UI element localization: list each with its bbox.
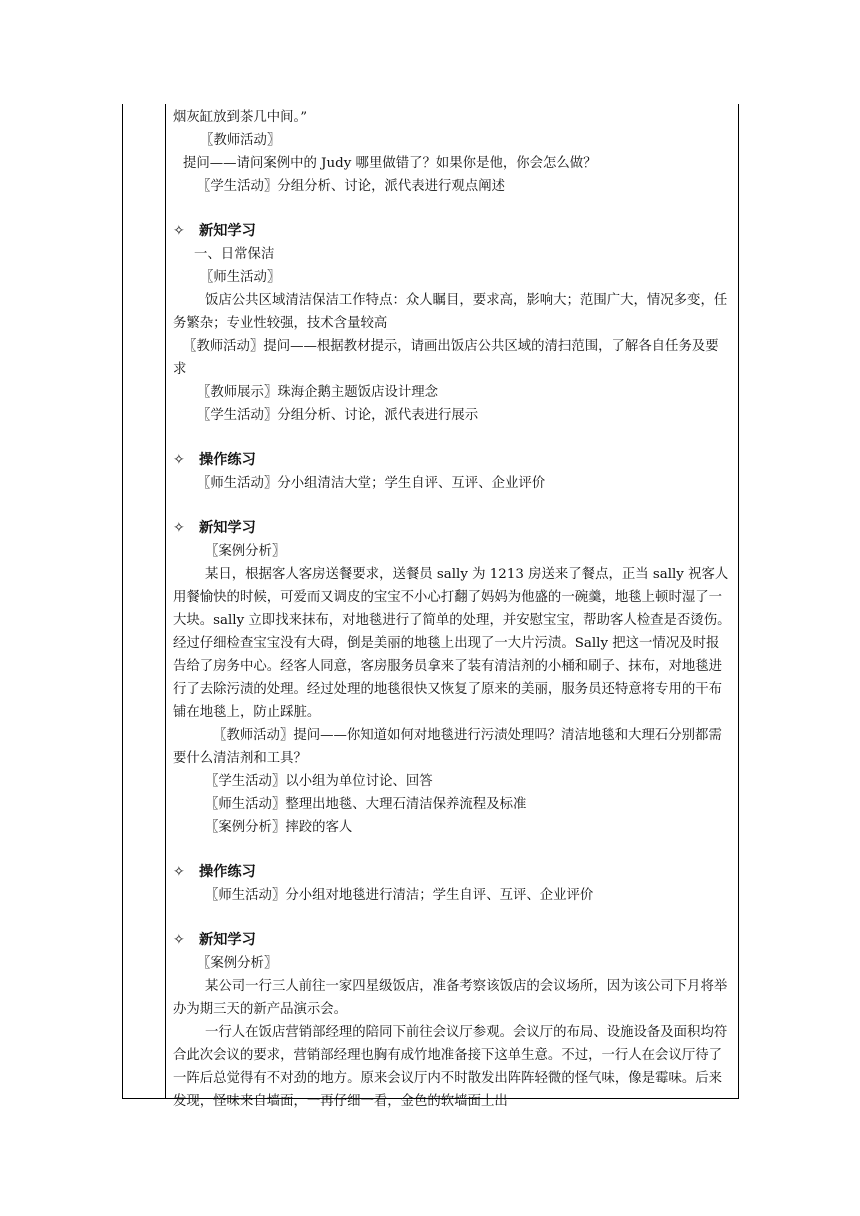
section-heading-label: 新知学习 [199,223,256,239]
diamond-icon: ✧ [173,864,185,880]
section-heading [173,861,731,884]
text-line: 某日，根据客人客房送餐要求，送餐员 sally 为 1213 房送来了餐点，正当 sally 祝客人用餐愉快的时候，可爱而又调皮的宝宝不小心打翻了妈妈为他盛的一碗羹，地毯上顿时湿了一大块。sally 立即找来抹布，对地毯进行了简单的处理，并安慰宝宝，帮助客人检查是否烫伤。经过仔细检查宝宝没有大碍，倒是美丽的地毯上出现了一大片污渍。Sally 把这一情况及时报告给了房务中心。经客人同意，客房服务员拿来了装有清洁剂的小桶和刷子、抹布，对地毯进行了去除污渍的处理。经过处理的地毯很快又恢复了原来的美丽，服务员还特意将专用的干布铺在地毯上，防止踩脏。 [173,567,731,720]
diamond-icon: ✧ [173,932,185,948]
text-line: 〖师生活动〗分小组对地毯进行清洁；学生自评、互评、企业评价 [205,888,594,903]
text-line: 〖教师展示〗珠海企鹅主题饭店设计理念 [197,385,439,400]
text-line: 〖师生活动〗 [200,270,281,285]
text-line: 〖教师活动〗 [200,133,281,148]
diamond-icon: ✧ [173,452,185,468]
text-line: 〖师生活动〗整理出地毯、大理石清洁保养流程及标准 [205,797,527,812]
text-line: 一、日常保洁 [194,247,275,262]
section-heading-label: 操作练习 [199,452,256,468]
text-line: 〖案例分析〗 [205,544,286,559]
text-line: 〖教师活动〗提问——你知道如何对地毯进行污渍处理吗？清洁地毯和大理石分别都需要什么清洁剂和工具？ [173,728,722,766]
section-heading-label: 新知学习 [199,520,256,536]
lesson-table [122,104,739,1109]
content-cell [173,106,731,1113]
text-line: 〖案例分析〗 [197,956,278,971]
text-line: 〖教师活动〗提问——根据教材提示，请画出饭店公共区域的清扫范围，了解各自任务及要求 [173,339,719,377]
text-line: 〖案例分析〗摔跤的客人 [205,820,353,835]
section-heading [173,220,731,243]
text-line: 提问——请问案例中的 Judy 哪里做错了？如果你是他，你会怎么做？ [183,156,597,171]
section-heading [173,517,731,540]
left-column-cell [123,104,166,1098]
text-line: 一行人在饭店营销部经理的陪同下前往会议厅参观。会议厅的布局、设施设备及面积均符合此次会议的要求，营销部经理也胸有成竹地准备接下这单生意。不过，一行人在会议厅待了一阵后总觉得有不对劲的地方。原来会议厅内不时散发出阵阵轻微的怪气味，像是霉味。后来发现，怪味来自墙面，一再仔细一看，金色的软墙面上出 [173,1025,728,1109]
section-heading-label: 操作练习 [199,864,256,880]
diamond-icon: ✧ [173,223,185,239]
diamond-icon: ✧ [173,520,185,536]
text-line: 饭店公共区域清洁保洁工作特点：众人瞩目，要求高，影响大；范围广大，情况多变，任务繁杂；专业性较强，技术含量较高 [173,293,728,331]
text-line: 某公司一行三人前往一家四星级饭店，准备考察该饭店的会议场所，因为该公司下月将举办为期三天的新产品演示会。 [173,979,728,1017]
text-line: 〖学生活动〗以小组为单位讨论、回答 [205,774,433,789]
text-line: 〖学生活动〗分组分析、讨论，派代表进行观点阐述 [197,179,505,194]
section-heading [173,929,731,952]
section-heading [173,449,731,472]
text-line: 〖师生活动〗分小组清洁大堂；学生自评、互评、企业评价 [197,476,546,491]
text-line: 烟灰缸放到茶几中间。” [173,110,308,125]
section-heading-label: 新知学习 [199,932,256,948]
text-line: 〖学生活动〗分组分析、讨论，派代表进行展示 [197,408,479,423]
